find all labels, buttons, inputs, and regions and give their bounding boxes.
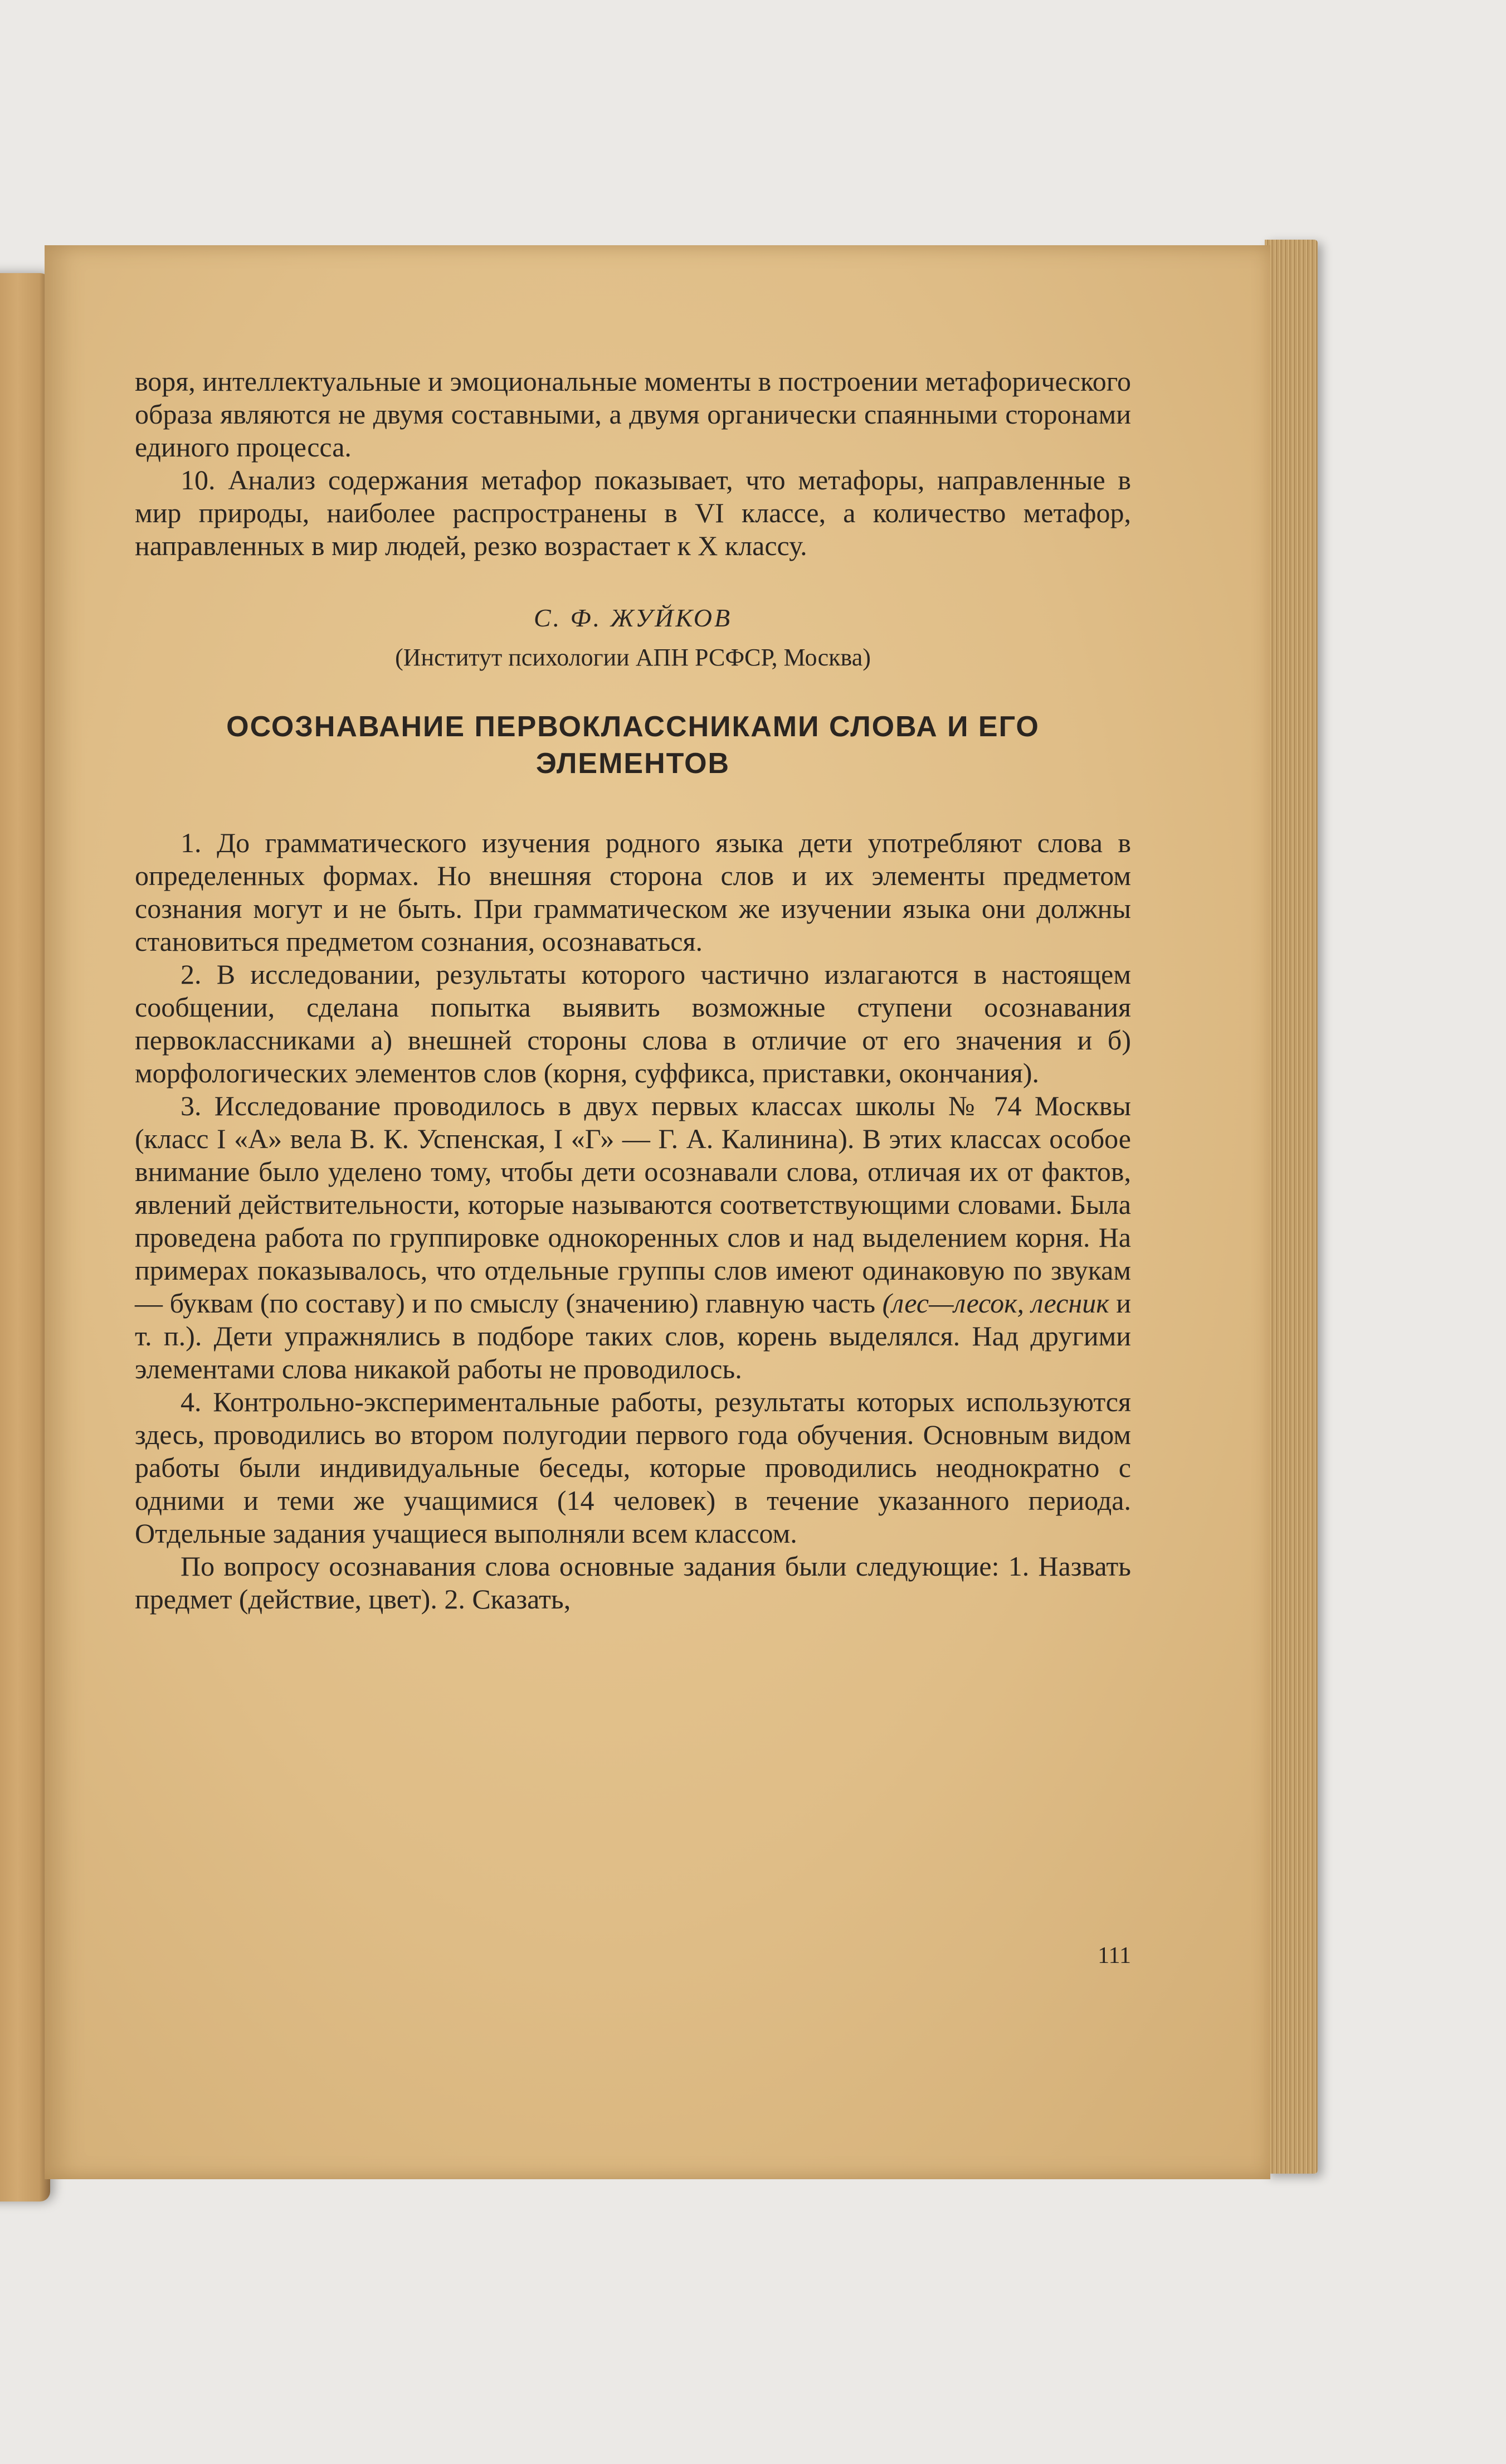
page-edges-stack bbox=[1265, 240, 1318, 2174]
article-title: ОСОЗНАВАНИЕ ПЕРВОКЛАССНИКАМИ СЛОВА И ЕГО ЭЛЕМЕНТОВ bbox=[226, 711, 1040, 780]
paragraph-3-text-end: и т. п.). Дети упражнялись в подборе таких слов, корень выделялся. Над другими элементами слова никакой работы не проводилось. bbox=[135, 1287, 1132, 1384]
text-block bbox=[135, 365, 1131, 1616]
body-paragraph-5: По вопросу осознавания слова основные задания были следующие: 1. Назвать предмет (действие, цвет). 2. Сказать, bbox=[135, 1551, 1131, 1615]
body-paragraph-2: 2. В исследовании, результаты которого частично излагаются в настоящем сообщении, сделана попытка выявить возможные ступени осознавания первоклассниками а) внешней стороны слова в отличие от его значения и б) морфологических элементов слов (корня, суффикса, приставки, окончания). bbox=[135, 959, 1131, 1088]
page-number: 111 bbox=[1098, 1943, 1131, 1969]
book-page bbox=[45, 245, 1270, 2179]
body-paragraph-1: 1. До грамматического изучения родного языка дети употребляют слова в определенных формах. Но внешняя сторона слов и их элементы предметом сознания могут и не быть. При грамматическом же изучении языка они должны становиться предметом сознания, осознаваться. bbox=[135, 827, 1131, 957]
continuation-paragraph: воря, интеллектуальные и эмоциональные моменты в построении метафорического образа являются не двумя составными, а двумя органически спаянными сторонами единого процесса. bbox=[135, 366, 1131, 463]
author-affiliation: (Институт психологии АПН РСФСР, Москва) bbox=[395, 644, 871, 671]
author-name: С. Ф. ЖУЙКОВ bbox=[533, 604, 733, 632]
left-page-edge bbox=[0, 273, 50, 2201]
paragraph-3-text-start: 3. Исследование проводилось в двух первых классах школы № 74 Москвы (класс I «А» вела В. К. Успенская, I «Г» — Г. А. Калинина). В этих классах особое внимание было уделено тому, чтобы дети осознавали слова, отличая их от фактов, явлений действительности, которые называются соответствующими словами. Была проведена работа по группировке однокоренных слов и над выделением корня. На примерах показывалось, что отдельные группы слов имеют одинаковую по звукам — буквам (по составу) и по смыслу (значению) главную часть bbox=[135, 1090, 1131, 1319]
paragraph-3-examples: (лес—лесок, лесник bbox=[882, 1287, 1109, 1319]
conclusion-paragraph-10: 10. Анализ содержания метафор показывает, что метафоры, направленные в мир природы, наиболее распространены в VI классе, а количество метафор, направленных в мир людей, резко возрастает к X классу. bbox=[135, 464, 1131, 561]
body-paragraph-3 bbox=[135, 1090, 1131, 1386]
body-paragraph-4: 4. Контрольно-экспериментальные работы, результаты которых используются здесь, проводились во втором полугодии первого года обучения. Основным видом работы были индивидуальные беседы, которые проводились неоднократно с одними и теми же учащимися (14 человек) в течение указанного периода. Отдельные задания учащиеся выполняли всем классом. bbox=[135, 1386, 1131, 1549]
